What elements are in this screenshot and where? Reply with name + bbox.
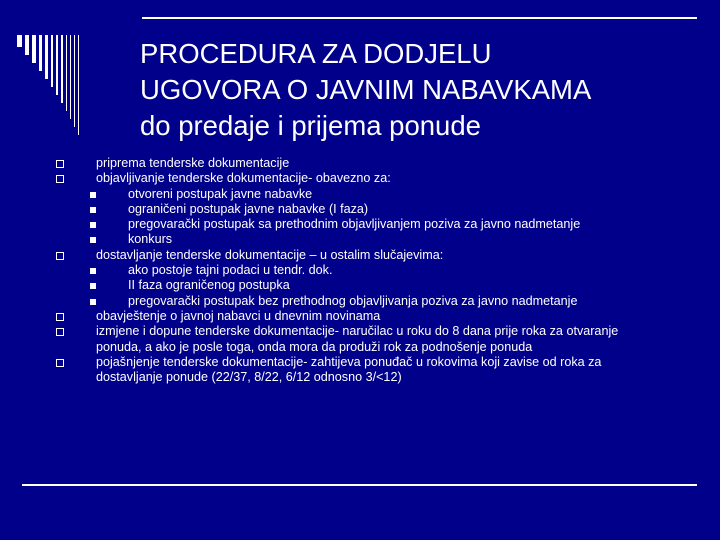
sub-list-item (0, 187, 688, 202)
hollow-square-bullet-icon (56, 313, 64, 321)
hollow-square-bullet-icon (56, 160, 64, 168)
sub-list-item-text: otvoreni postupak javne nabavke (128, 186, 313, 201)
list-item-text: pojašnjenje tenderske dokumentacije- zahtijeva ponuđač u rokovima koji zavise od roka za dostavljanje ponude (22/37, 8/22, 6/12 odnosno 3/<12) (96, 354, 602, 385)
sub-list-item-text: ako postoje tajni podaci u tendr. dok. (128, 263, 333, 278)
sub-list-item-text: pregovarački postupak bez prethodnog objavljivanja poziva za javno nadmetanje (128, 293, 578, 308)
sub-list-item (0, 294, 688, 309)
bottom-divider-line (22, 484, 697, 486)
filled-square-bullet-icon (90, 268, 96, 274)
deco-bar (70, 35, 71, 119)
sub-list-item (0, 232, 688, 247)
list-item-text: izmjene i dopune tenderske dokumentacije- naručilac u roku do 8 dana prije roka za otvaranje ponuda, a ako je posle toga, onda mora da produži rok za podnošenje ponuda (96, 324, 619, 354)
title-line-2: UGOVORA O JAVNIM NABAVKAMA (140, 74, 592, 105)
deco-bar (78, 35, 79, 135)
filled-square-bullet-icon (90, 299, 96, 305)
top-divider-line (142, 17, 697, 19)
filled-square-bullet-icon (90, 237, 96, 243)
list-item (0, 248, 666, 263)
deco-bar (74, 35, 75, 127)
hollow-square-bullet-icon (56, 175, 64, 183)
sub-list-item-text: ograničeni postupak javne nabavke (I faza) (128, 201, 369, 216)
decorative-bars (17, 35, 82, 135)
sub-list-item (0, 278, 688, 293)
deco-bar (61, 35, 63, 103)
deco-bar (45, 35, 48, 79)
sub-list-item-text: pregovarački postupak sa prethodnim objavljivanjem poziva za javno nadmetanje (128, 217, 581, 232)
filled-square-bullet-icon (90, 207, 96, 213)
deco-bar (32, 35, 36, 63)
deco-bar (25, 35, 29, 55)
filled-square-bullet-icon (90, 222, 96, 228)
hollow-square-bullet-icon (56, 328, 64, 336)
filled-square-bullet-icon (90, 283, 96, 289)
deco-bar (66, 35, 67, 111)
list-item (0, 309, 666, 324)
sub-list-item (0, 217, 688, 232)
list-item (0, 171, 666, 186)
sub-list-item (0, 202, 688, 217)
deco-bar (56, 35, 58, 95)
hollow-square-bullet-icon (56, 359, 64, 367)
list-item-text: objavljivanje tenderske dokumentacije- obavezno za: (96, 171, 391, 186)
deco-bar (39, 35, 42, 71)
list-item (0, 156, 666, 171)
list-item-text: dostavljanje tenderske dokumentacije – u ostalim slučajevima: (96, 247, 444, 262)
list-item-text: obavještenje o javnoj nabavci u dnevnim novinama (96, 308, 381, 323)
slide-title (140, 36, 700, 144)
list-item (0, 355, 666, 386)
list-item (0, 324, 666, 355)
title-line-1: PROCEDURA ZA DODJELU (140, 38, 492, 69)
title-line-3: do predaje i prijema ponude (140, 110, 481, 141)
hollow-square-bullet-icon (56, 252, 64, 260)
bullet-list (0, 156, 720, 385)
sub-list-item (0, 263, 688, 278)
deco-bar (51, 35, 53, 87)
filled-square-bullet-icon (90, 192, 96, 198)
sub-list-item-text: konkurs (128, 232, 173, 247)
list-item-text: priprema tenderske dokumentacije (96, 156, 290, 170)
sub-list-item-text: II faza ograničenog postupka (128, 278, 290, 293)
deco-bar (17, 35, 22, 47)
